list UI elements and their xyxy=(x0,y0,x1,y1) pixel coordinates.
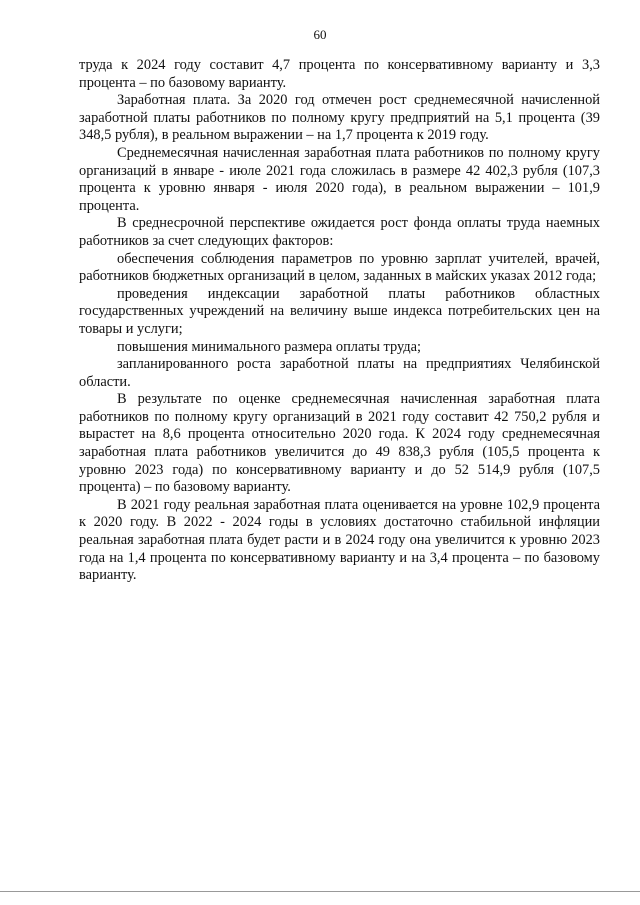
paragraph-1: труда к 2024 году составит 4,7 процента по консервативному варианту и 3,3 процента – по базовому варианту. xyxy=(79,57,600,91)
paragraph-3: Среднемесячная начисленная заработная плата работников по полному кругу организаций в январе - июле 2021 года сложилась в размере 42 402,3 рубля (107,3 процента к уровню января - июля 2020 года), в реальном выражении – 101,9 процента. xyxy=(79,144,600,214)
paragraph-6: проведения индексации заработной платы работников областных государственных учреждений на величину выше индекса потребительских цен на товары и услуги; xyxy=(79,285,600,337)
document-body xyxy=(79,57,600,585)
paragraph-5: обеспечения соблюдения параметров по уровню зарплат учителей, врачей, работников бюджетных организаций в целом, заданных в майских указах 2012 года; xyxy=(79,250,600,285)
paragraph-2: Заработная плата. За 2020 год отмечен рост среднемесячной начисленной заработной платы работников по полному кругу предприятий на 5,1 процента (39 348,5 рубля), в реальном выражении – на 1,7 процента к 2019 году. xyxy=(79,92,600,144)
paragraph-10: В 2021 году реальная заработная плата оценивается на уровне 102,9 процента к 2020 году. В 2022 - 2024 годы в условиях достаточно стабильной инфляции реальная заработная плата будет расти и в 2024 году она увеличится к уровню 2023 года на 1,4 процента по консервативному варианту и на 3,4 процента – по базовому варианту. xyxy=(79,496,600,584)
paragraph-7: повышения минимального размера оплаты труда; xyxy=(117,338,422,355)
page-number: 60 xyxy=(313,27,327,42)
paragraph-8: запланированного роста заработной платы на предприятиях Челябинской области. xyxy=(79,356,600,390)
paragraph-9: В результате по оценке среднемесячная начисленная заработная плата работников по полному кругу организаций в 2021 году составит 42 750,2 рубля и вырастет на 8,6 процента относительно 2020 года. К 2024 году среднемесячная заработная плата работников увеличится до 49 838,3 рубля (105,5 процента к уровню 2023 года) по консервативному варианту и до 52 514,9 рубля (107,5 процента) – по базовому варианту. xyxy=(79,391,600,496)
page-bottom-divider xyxy=(0,891,640,892)
paragraph-4: В среднесрочной перспективе ожидается рост фонда оплаты труда наемных работников за счет следующих факторов: xyxy=(79,215,600,249)
